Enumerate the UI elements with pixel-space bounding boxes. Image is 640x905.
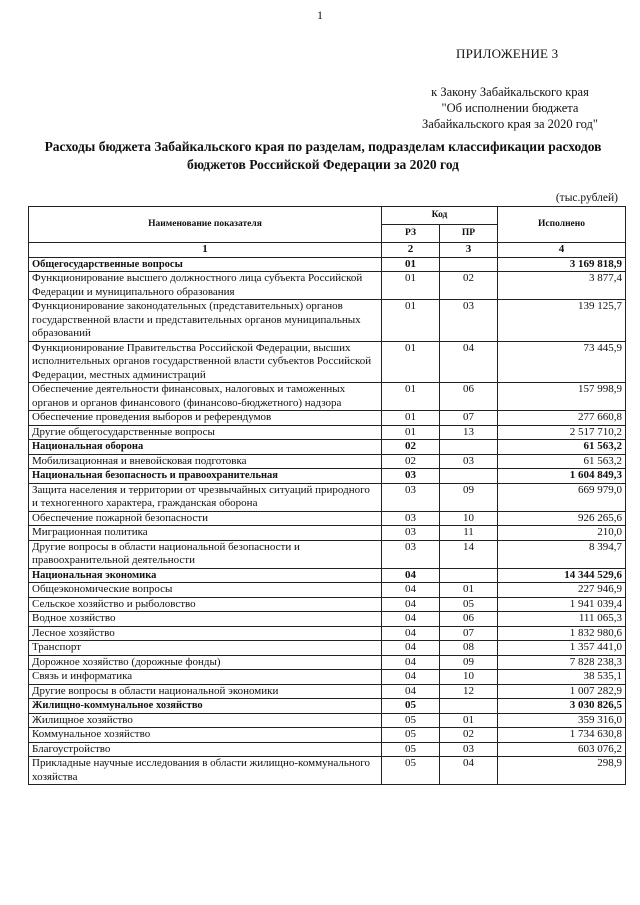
law-reference-line: Забайкальского края за 2020 год" [422,117,598,131]
row-value: 1 941 039,4 [498,597,626,612]
row-rz: 04 [382,583,440,598]
row-pr [440,699,498,714]
row-name: Национальная безопасность и правоохранительная [29,469,382,484]
row-rz: 05 [382,757,440,785]
section-row [29,568,626,583]
row-rz: 04 [382,670,440,685]
row-name: Обеспечение деятельности финансовых, налоговых и таможенных органов и органов финансового (финансово-бюджетного) надзора [29,383,382,411]
row-name: Водное хозяйство [29,612,382,627]
row-value: 61 563,2 [498,454,626,469]
row-value: 157 998,9 [498,383,626,411]
row-rz: 04 [382,684,440,699]
row-pr: 12 [440,684,498,699]
row-rz: 05 [382,742,440,757]
table-row [29,612,626,627]
row-name: Функционирование Правительства Российской Федерации, высших исполнительных органов государственной власти субъектов Российской Федерации, местных администраций [29,341,382,383]
row-pr: 14 [440,540,498,568]
row-rz: 03 [382,469,440,484]
row-value: 7 828 238,3 [498,655,626,670]
table-row [29,670,626,685]
row-value: 8 394,7 [498,540,626,568]
row-pr: 09 [440,655,498,670]
row-pr: 04 [440,341,498,383]
row-value: 1 007 282,9 [498,684,626,699]
row-name: Общегосударственные вопросы [29,257,382,272]
row-rz: 03 [382,511,440,526]
row-pr: 05 [440,597,498,612]
row-rz: 04 [382,626,440,641]
row-value: 111 065,3 [498,612,626,627]
row-pr [440,568,498,583]
row-pr: 03 [440,454,498,469]
table-row [29,728,626,743]
column-number: 3 [440,243,498,258]
row-rz: 02 [382,454,440,469]
row-rz: 01 [382,257,440,272]
row-name: Мобилизационная и вневойсковая подготовка [29,454,382,469]
law-reference [410,84,610,132]
row-pr: 07 [440,626,498,641]
section-row [29,699,626,714]
table-row [29,341,626,383]
row-value: 139 125,7 [498,300,626,342]
row-rz: 04 [382,568,440,583]
row-name: Транспорт [29,641,382,656]
row-value: 73 445,9 [498,341,626,383]
row-pr: 09 [440,483,498,511]
appendix-label: ПРИЛОЖЕНИЕ 3 [456,46,559,61]
units-label: (тыс.рублей) [555,192,618,204]
table-row [29,713,626,728]
row-rz: 01 [382,300,440,342]
row-value: 227 946,9 [498,583,626,598]
row-name: Национальная оборона [29,440,382,455]
row-rz: 05 [382,728,440,743]
section-row [29,257,626,272]
row-value: 1 357 441,0 [498,641,626,656]
law-reference-line: "Об исполнении бюджета [441,101,579,115]
row-value: 1 734 630,8 [498,728,626,743]
row-value: 603 076,2 [498,742,626,757]
row-name: Обеспечение пожарной безопасности [29,511,382,526]
row-name: Другие вопросы в области национальной экономики [29,684,382,699]
row-value: 1 604 849,3 [498,469,626,484]
row-value: 926 265,6 [498,511,626,526]
table-row [29,684,626,699]
row-value: 210,0 [498,526,626,541]
row-value: 1 832 980,6 [498,626,626,641]
row-rz: 02 [382,440,440,455]
header-pr: ПР [440,225,498,243]
table-row [29,411,626,426]
row-rz: 03 [382,540,440,568]
row-name: Жилищно-коммунальное хозяйство [29,699,382,714]
row-rz: 04 [382,612,440,627]
row-rz: 04 [382,597,440,612]
row-name: Дорожное хозяйство (дорожные фонды) [29,655,382,670]
header-code: Код [382,207,498,225]
table-row [29,583,626,598]
table-row [29,383,626,411]
row-pr: 11 [440,526,498,541]
row-name: Другие общегосударственные вопросы [29,425,382,440]
row-rz: 04 [382,655,440,670]
row-pr [440,257,498,272]
column-numbers-row [29,243,626,258]
row-rz: 01 [382,272,440,300]
table-row [29,425,626,440]
table-row [29,757,626,785]
row-pr: 10 [440,511,498,526]
row-value: 298,9 [498,757,626,785]
row-pr: 06 [440,612,498,627]
row-name: Другие вопросы в области национальной безопасности и правоохранительной деятельности [29,540,382,568]
table-row [29,655,626,670]
row-value: 3 169 818,9 [498,257,626,272]
row-pr [440,440,498,455]
table-row [29,526,626,541]
row-pr: 08 [440,641,498,656]
row-pr: 03 [440,300,498,342]
column-number: 2 [382,243,440,258]
row-pr: 07 [440,411,498,426]
row-name: Общеэкономические вопросы [29,583,382,598]
row-rz: 01 [382,341,440,383]
row-value: 277 660,8 [498,411,626,426]
law-reference-line: к Закону Забайкальского края [431,85,589,99]
row-rz: 05 [382,713,440,728]
table-row [29,641,626,656]
table-row [29,742,626,757]
row-name: Функционирование законодательных (представительных) органов государственной власти и представительных органов муниципальных образований [29,300,382,342]
row-value: 359 316,0 [498,713,626,728]
table-row [29,511,626,526]
row-pr: 02 [440,728,498,743]
row-rz: 01 [382,383,440,411]
section-row [29,469,626,484]
row-value: 61 563,2 [498,440,626,455]
expenses-table [28,206,626,785]
document-title: Расходы бюджета Забайкальского края по разделам, подразделам классификации расходов бюджетов Российской Федерации за 2020 год [44,139,602,172]
row-pr [440,469,498,484]
section-row [29,440,626,455]
row-rz: 01 [382,411,440,426]
table-row [29,272,626,300]
row-pr: 03 [440,742,498,757]
row-value: 3 877,4 [498,272,626,300]
row-name: Благоустройство [29,742,382,757]
page-number: 1 [317,8,323,22]
row-rz: 05 [382,699,440,714]
table-row [29,454,626,469]
row-name: Сельское хозяйство и рыболовство [29,597,382,612]
table-row [29,300,626,342]
row-name: Функционирование высшего должностного лица субъекта Российской Федерации и муниципального образования [29,272,382,300]
row-rz: 01 [382,425,440,440]
row-value: 2 517 710,2 [498,425,626,440]
header-rz: РЗ [382,225,440,243]
table-row [29,597,626,612]
row-name: Коммунальное хозяйство [29,728,382,743]
row-name: Жилищное хозяйство [29,713,382,728]
row-pr: 13 [440,425,498,440]
row-rz: 03 [382,483,440,511]
row-name: Связь и информатика [29,670,382,685]
row-pr: 04 [440,757,498,785]
row-pr: 10 [440,670,498,685]
column-number: 4 [498,243,626,258]
row-value: 14 344 529,6 [498,568,626,583]
row-pr: 01 [440,583,498,598]
row-pr: 01 [440,713,498,728]
row-name: Лесное хозяйство [29,626,382,641]
table-row [29,626,626,641]
row-name: Национальная экономика [29,568,382,583]
table-row [29,540,626,568]
row-pr: 06 [440,383,498,411]
row-name: Защита населения и территории от чрезвычайных ситуаций природного и техногенного характера, гражданская оборона [29,483,382,511]
row-value: 669 979,0 [498,483,626,511]
row-rz: 04 [382,641,440,656]
row-value: 38 535,1 [498,670,626,685]
header-name: Наименование показателя [29,207,382,243]
table-row [29,483,626,511]
row-rz: 03 [382,526,440,541]
row-name: Миграционная политика [29,526,382,541]
row-name: Обеспечение проведения выборов и референдумов [29,411,382,426]
row-value: 3 030 826,5 [498,699,626,714]
column-number: 1 [29,243,382,258]
row-name: Прикладные научные исследования в области жилищно-коммунального хозяйства [29,757,382,785]
row-pr: 02 [440,272,498,300]
header-executed: Исполнено [498,207,626,243]
